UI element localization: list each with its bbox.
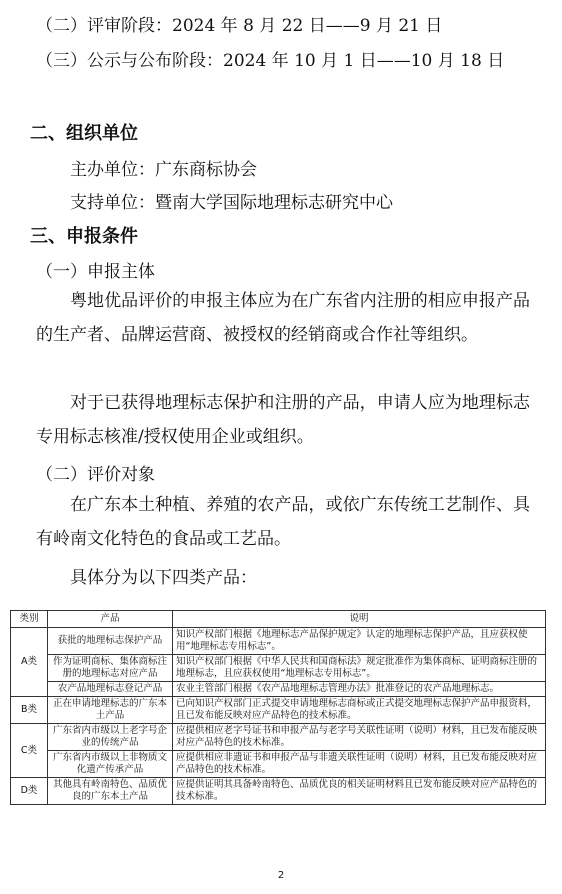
paragraph-applicant: 粤地优品评价的申报主体应为在广东省内注册的相应申报产品的生产者、品牌运营商、被授权的经销商或合作社等组织。: [36, 291, 530, 345]
stage-publicity: （三）公示与公布阶段：2024 年 10 月 1 日——10 月 18 日: [36, 51, 505, 71]
description-cell: 知识产权部门根据《地理标志产品保护规定》认定的地理标志保护产品，且应获权使用“地理标志专用标志”。: [173, 628, 546, 655]
section-heading-conditions: 三、申报条件: [30, 226, 138, 247]
table-row: [11, 655, 546, 682]
product-cell: 作为证明商标、集体商标注册的地理标志对应产品: [48, 655, 173, 682]
header-description: 说明: [173, 611, 546, 628]
product-cell: 其他具有岭南特色、品质优良的广东本土产品: [48, 778, 173, 805]
header-category: 类别: [11, 611, 48, 628]
host-unit: 主办单位：广东商标协会: [70, 160, 257, 180]
paragraph-four-categories: 具体分为以下四类产品：: [70, 568, 257, 588]
stage-review: （二）评审阶段：2024 年 8 月 22 日——9 月 21 日: [36, 16, 443, 36]
description-cell: 农业主管部门根据《农产品地理标志管理办法》批准登记的农产品地理标志。: [173, 682, 546, 697]
table-row: [11, 751, 546, 778]
category-cell: C类: [11, 724, 48, 778]
category-cell: B类: [11, 697, 48, 724]
subheading-applicant: （一）申报主体: [36, 262, 155, 282]
product-cell: 农产品地理标志登记产品: [48, 682, 173, 697]
paragraph-objects: 在广东本土种植、养殖的农产品，或依广东传统工艺制作、具有岭南文化特色的食品或工艺品。: [36, 495, 530, 549]
table-header-row: [11, 611, 546, 628]
category-cell: D类: [11, 778, 48, 805]
header-product: 产品: [48, 611, 173, 628]
product-cell: 正在申请地理标志的广东本土产品: [48, 697, 173, 724]
description-cell: 已向知识产权部门正式提交申请地理标志商标或正式提交地理标志保护产品申报资料，且已发布能反映对应产品特色的技术标准。: [173, 697, 546, 724]
table-row: [11, 628, 546, 655]
category-cell: A类: [11, 628, 48, 697]
product-category-table: [10, 610, 546, 805]
description-cell: 应提供相应老字号证书和申报产品与老字号关联性证明（说明）材料，且已发布能反映对应产品特色的技术标准。: [173, 724, 546, 751]
paragraph-gi-holder: 对于已获得地理标志保护和注册的产品，申请人应为地理标志专用标志核准/授权使用企业或组织。: [36, 393, 530, 447]
section-heading-organizers: 二、组织单位: [30, 123, 138, 144]
product-cell: 获批的地理标志保护产品: [48, 628, 173, 655]
product-cell: 广东省内市级以上非物质文化遗产传承产品: [48, 751, 173, 778]
table-row: [11, 682, 546, 697]
support-unit: 支持单位：暨南大学国际地理标志研究中心: [70, 193, 393, 213]
table-row: [11, 697, 546, 724]
subheading-objects: （二）评价对象: [36, 465, 155, 485]
table-row: [11, 778, 546, 805]
product-cell: 广东省内市级以上老字号企业的传统产品: [48, 724, 173, 751]
table-row: [11, 724, 546, 751]
description-cell: 应提供相应非遗证书和申报产品与非遗关联性证明（说明）材料，且已发布能反映对应产品特色的技术标准。: [173, 751, 546, 778]
description-cell: 应提供证明其具备岭南特色、品质优良的相关证明材料且已发布能反映对应产品特色的技术标准。: [173, 778, 546, 805]
page-number: 2: [277, 870, 285, 881]
description-cell: 知识产权部门根据《中华人民共和国商标法》规定批准作为集体商标、证明商标注册的地理标志，且应获权使用“地理标志专用标志”。: [173, 655, 546, 682]
